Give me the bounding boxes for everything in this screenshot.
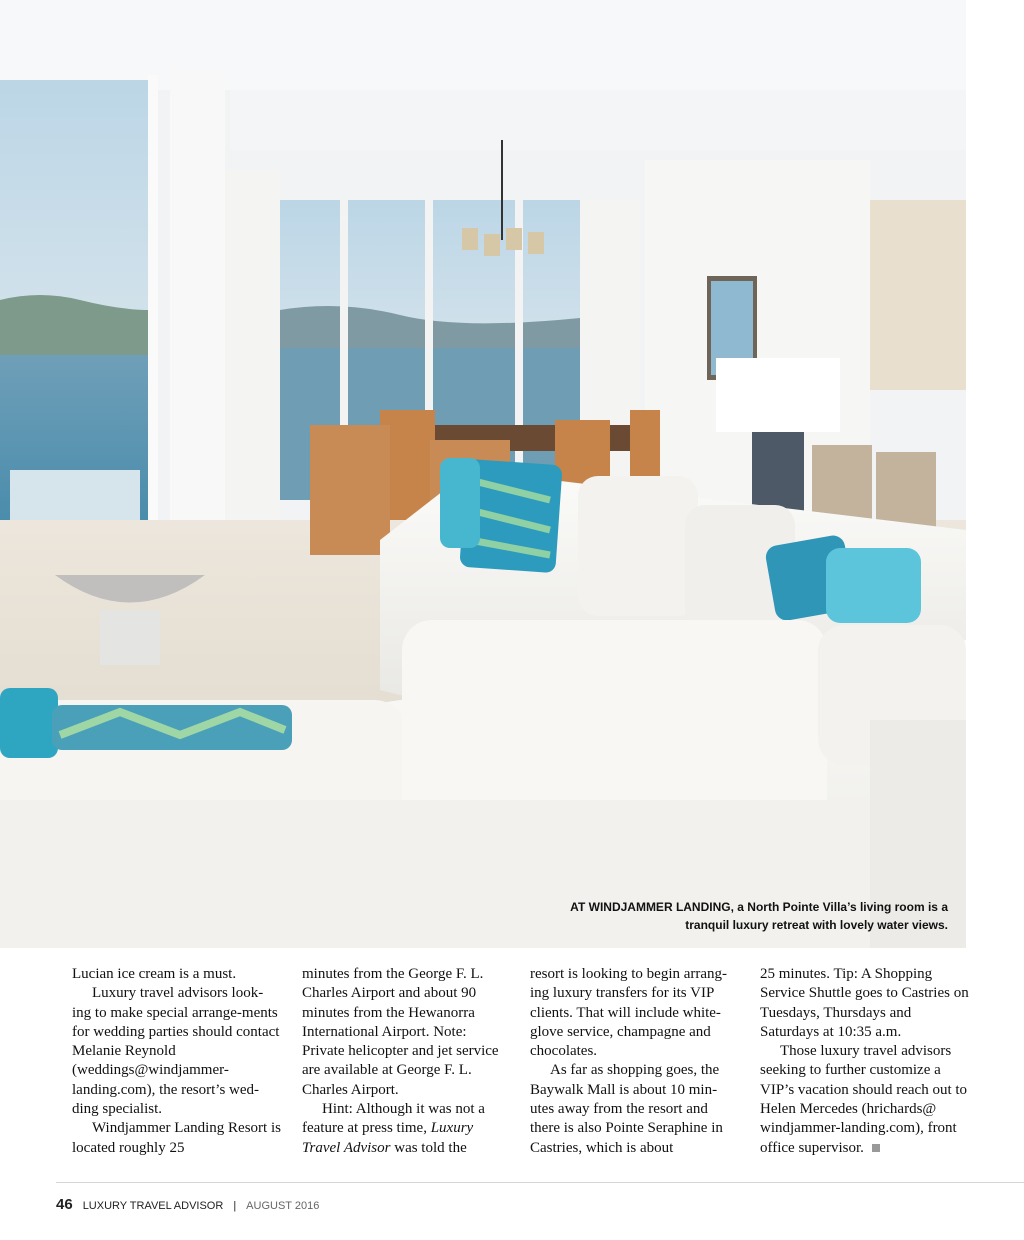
paragraph: resort is looking to begin arrang-ing luxury transfers for its VIP clients. That will include white-glove service, champagne and chocolates. bbox=[530, 966, 728, 1060]
paragraph: As far as shopping goes, the Baywalk Mall is about 10 min-utes away from the resort and there is also Pointe Seraphine in Castries, which is about bbox=[530, 1062, 723, 1156]
paragraph bbox=[302, 1100, 512, 1158]
footer-separator: | bbox=[233, 1200, 237, 1212]
paragraph-text: Hint: Although it was not a feature at press time, bbox=[302, 1101, 485, 1137]
paragraph: Lucian ice cream is a must. bbox=[72, 966, 237, 982]
paragraph: Windjammer Landing Resort is located roughly 25 bbox=[72, 1120, 281, 1156]
page-margin bbox=[966, 0, 1024, 948]
paragraph: 25 minutes. Tip: A Shopping Service Shuttle goes to Castries on Tuesdays, Thursdays and Saturdays at 10:35 a.m. bbox=[760, 966, 969, 1040]
end-of-article-mark bbox=[872, 1144, 880, 1152]
paragraph: minutes from the George F. L. Charles Airport and about 90 minutes from the Hewanorra International Airport. Note: Private helicopter and jet service are available at George F. L. Charles Airport. bbox=[302, 966, 499, 1098]
page-footer bbox=[56, 1196, 319, 1213]
footer-rule bbox=[56, 1182, 1024, 1183]
caption-lead: AT WINDJAMMER LANDING, bbox=[570, 900, 734, 914]
issue-date: AUGUST 2016 bbox=[246, 1200, 320, 1212]
article-column-3 bbox=[530, 965, 740, 1158]
article-column-1 bbox=[72, 965, 282, 1158]
caption-text: a North Pointe Villa’s living room is a tranquil luxury retreat with lovely water views. bbox=[685, 900, 948, 932]
article-body bbox=[72, 965, 972, 1165]
paragraph bbox=[760, 1042, 970, 1158]
article-column-2 bbox=[302, 965, 512, 1158]
article-column-4 bbox=[760, 965, 970, 1158]
photo-caption bbox=[528, 898, 948, 934]
paragraph-text: was told the bbox=[390, 1139, 467, 1156]
publication-name: Luxury Travel Advisor bbox=[302, 1120, 474, 1156]
page-number: 46 bbox=[56, 1196, 73, 1213]
paragraph-text: Those luxury travel advisors seeking to further customize a VIP’s vacation should reach out to Helen Mercedes (hrichards@ windjammer-landing.com), front office supervisor. bbox=[760, 1043, 968, 1156]
publication-title: LUXURY TRAVEL ADVISOR bbox=[82, 1200, 224, 1212]
paragraph: Luxury travel advisors look-ing to make special arrange-ments for wedding parties should contact Melanie Reynold (weddings@windjammer-landing.com), the resort’s wed-ding specialist. bbox=[72, 985, 280, 1118]
